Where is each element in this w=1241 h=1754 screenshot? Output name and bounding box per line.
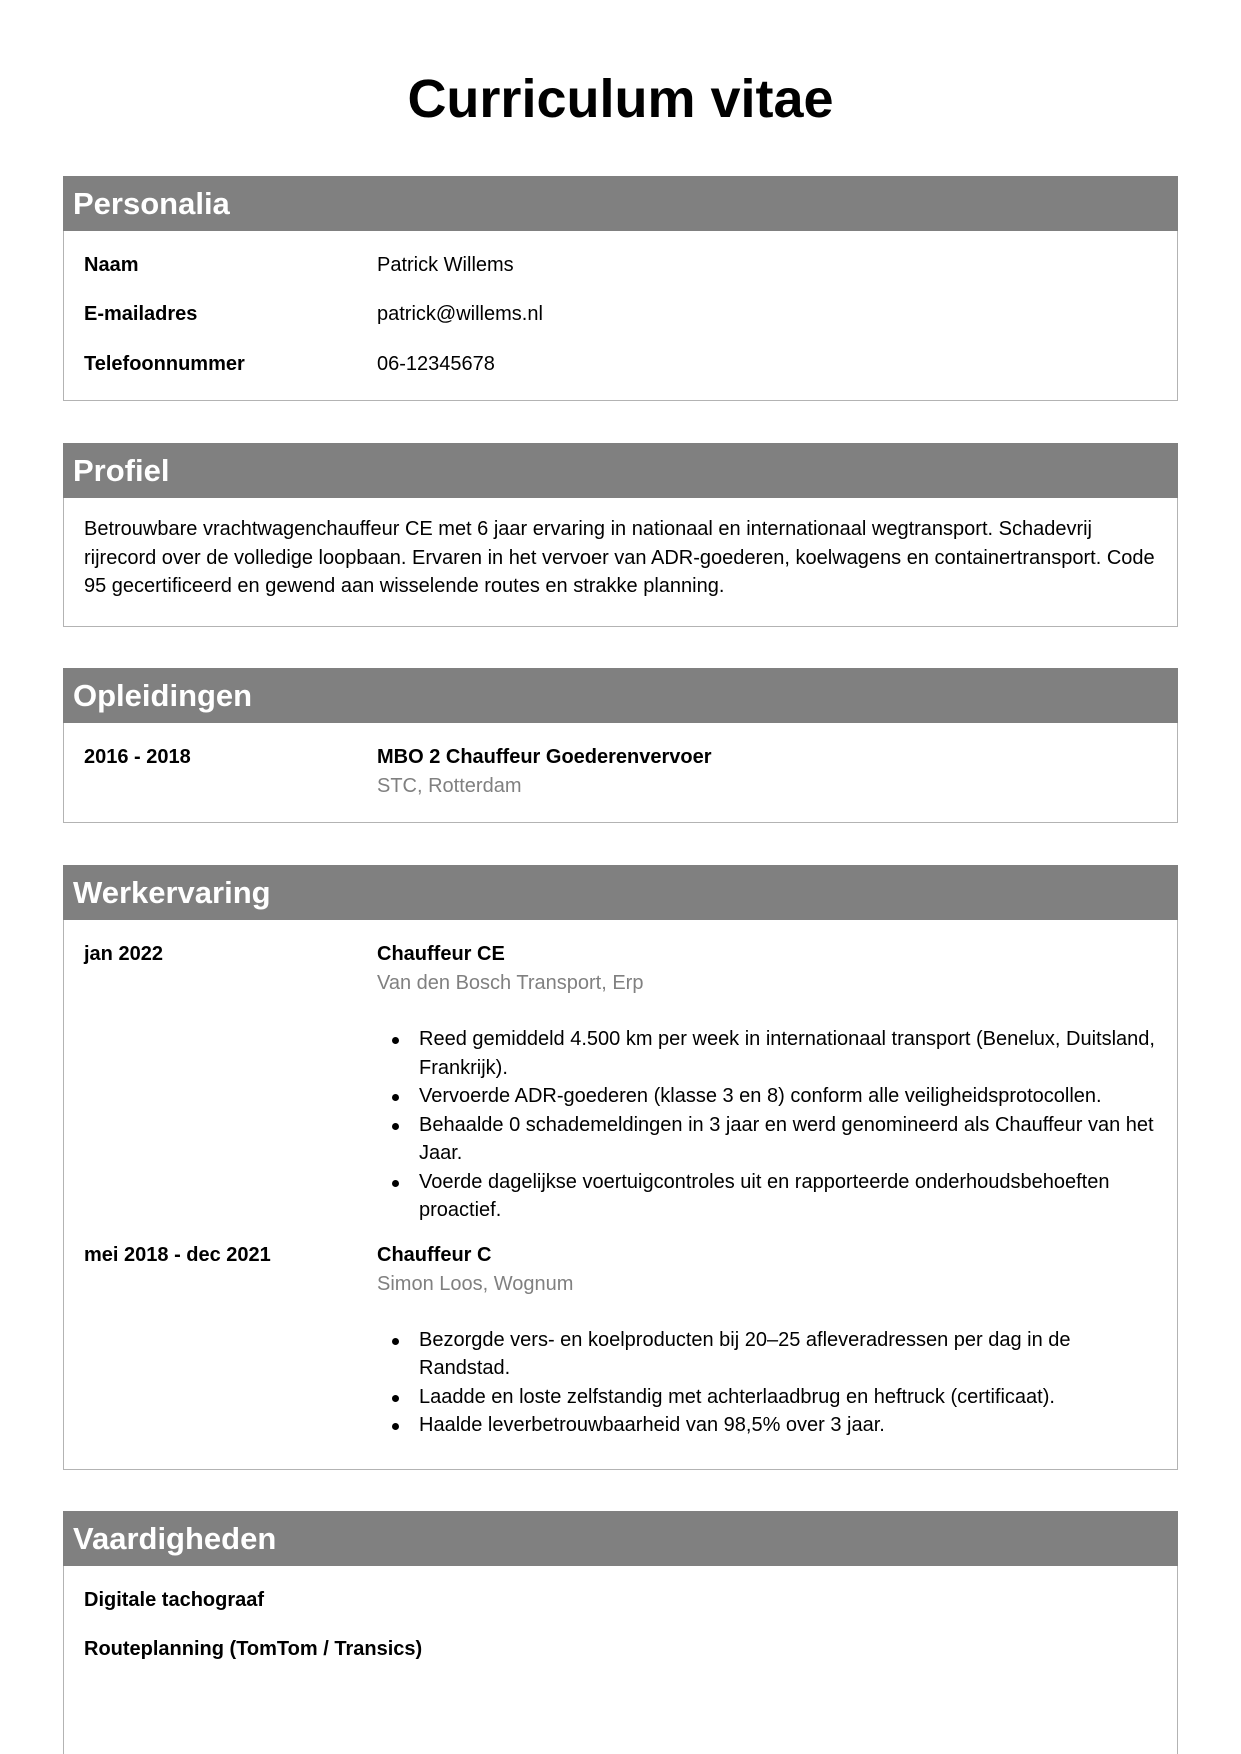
education-entry	[64, 743, 1177, 801]
section-vaardigheden	[63, 1511, 1178, 1754]
work-employer: Simon Loos, Wognum	[377, 1272, 574, 1295]
work-bullet-item: Haalde leverbetrouwbaarheid van 98,5% over 3 jaar.	[419, 1411, 1157, 1440]
work-entry	[64, 940, 1177, 1225]
personalia-label: Telefoonnummer	[84, 353, 245, 375]
work-bullets	[377, 1025, 1177, 1225]
work-period: jan 2022	[84, 943, 163, 965]
education-period: 2016 - 2018	[84, 746, 191, 768]
work-title: Chauffeur CE	[377, 943, 505, 965]
work-bullet-item: Behaalde 0 schademeldingen in 3 jaar en werd genomineerd als Chauffeur van het Jaar.	[419, 1111, 1157, 1168]
work-entry	[64, 1241, 1177, 1440]
section-header-opleidingen: Opleidingen	[63, 668, 1178, 723]
personalia-row-telefoon	[64, 350, 1177, 379]
personalia-row-email	[64, 300, 1177, 329]
personalia-value: Patrick Willems	[377, 254, 514, 276]
section-header-personalia: Personalia	[63, 176, 1178, 231]
section-header-werkervaring: Werkervaring	[63, 865, 1178, 920]
skill-label: Digitale tachograaf	[84, 1589, 265, 1611]
personalia-value: patrick@willems.nl	[377, 303, 543, 325]
education-title: MBO 2 Chauffeur Goederenvervoer	[377, 746, 712, 768]
work-employer: Van den Bosch Transport, Erp	[377, 972, 644, 994]
work-title: Chauffeur C	[377, 1243, 492, 1266]
section-header-profiel: Profiel	[63, 443, 1178, 498]
section-personalia	[63, 176, 1178, 401]
section-profiel	[63, 443, 1178, 627]
personalia-label: Naam	[84, 254, 139, 276]
skill-label: Routeplanning (TomTom / Transics)	[84, 1638, 423, 1660]
skill-item	[64, 1635, 1177, 1664]
personalia-value: 06-12345678	[377, 353, 495, 375]
work-bullet-item: Laadde en loste zelfstandig met achterlaadbrug en heftruck (certificaat).	[419, 1383, 1157, 1412]
education-institution: STC, Rotterdam	[377, 775, 522, 797]
personalia-label: E-mailadres	[84, 303, 198, 325]
work-bullet-item: Vervoerde ADR-goederen (klasse 3 en 8) conform alle veiligheidsprotocollen.	[419, 1082, 1157, 1111]
section-opleidingen	[63, 668, 1178, 823]
work-bullet-item: Voerde dagelijkse voertuigcontroles uit en rapporteerde onderhoudsbehoeften proactief.	[419, 1168, 1157, 1225]
section-header-vaardigheden: Vaardigheden	[63, 1511, 1178, 1566]
profile-text: Betrouwbare vrachtwagenchauffeur CE met 6 jaar ervaring in nationaal en internationaal wegtransport. Schadevrij rijrecord over de volledige loopbaan. Ervaren in het vervoer van ADR-goederen, koelwagens en containertransport. Code 95 gecertificeerd en gewend aan wisselende routes en strakke planning.	[84, 518, 1155, 597]
skill-item	[64, 1586, 1177, 1615]
page-title: Curriculum vitae	[407, 69, 834, 129]
personalia-row-naam	[64, 251, 1177, 280]
work-bullets	[377, 1326, 1177, 1440]
work-bullet-item: Bezorgde vers- en koelproducten bij 20–25 afleveradressen per dag in de Randstad.	[419, 1326, 1157, 1383]
work-bullet-item: Reed gemiddeld 4.500 km per week in internationaal transport (Benelux, Duitsland, Frankrijk).	[419, 1025, 1157, 1082]
work-period: mei 2018 - dec 2021	[84, 1243, 271, 1266]
section-werkervaring	[63, 865, 1178, 1470]
